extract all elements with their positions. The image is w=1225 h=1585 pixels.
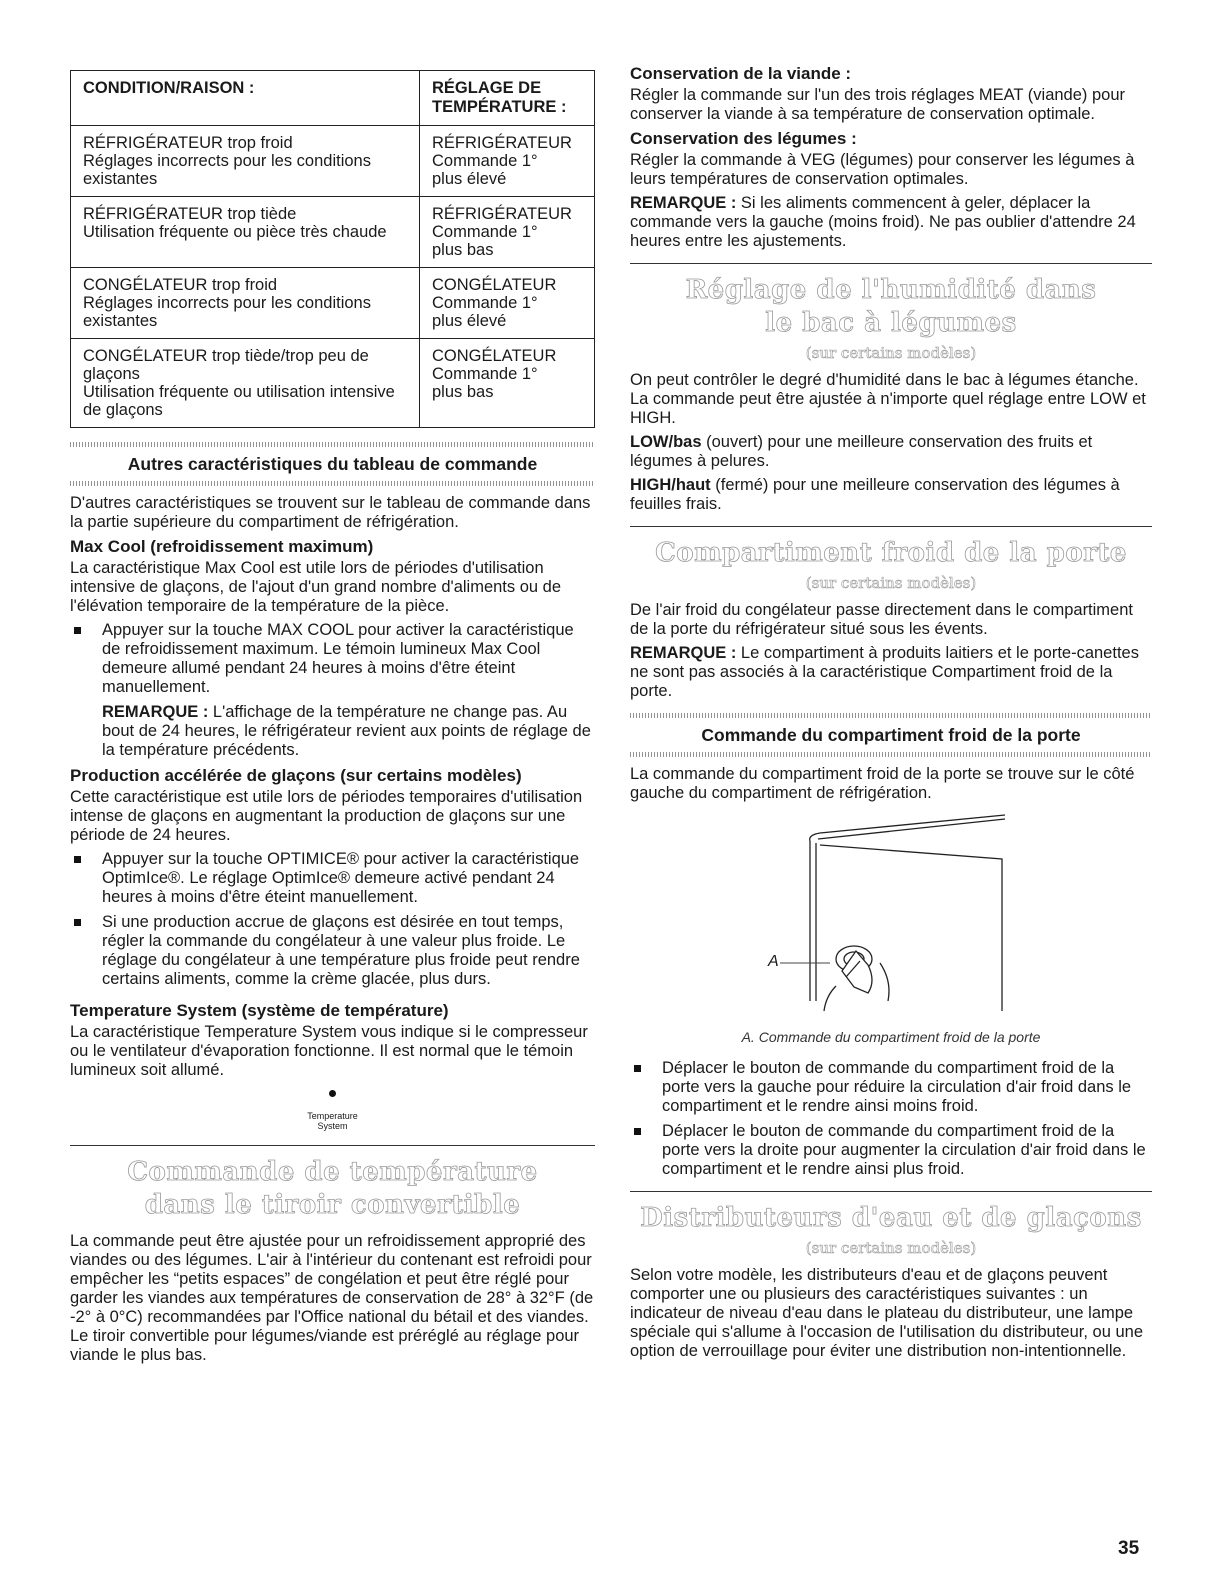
commande-list <box>630 1059 1152 1179</box>
section-rule <box>630 1191 1152 1192</box>
condition-line: RÉFRIGÉRATEUR trop tiède <box>83 205 297 223</box>
setting-line: Commande 1° <box>432 152 538 170</box>
maxcool-heading: Max Cool (refroidissement maximum) <box>70 537 374 556</box>
list-item: Déplacer le bouton de commande du compartiment froid de la porte vers la droite pour augmenter la circulation d'air froid dans le compartiment et le rendre ainsi plus froid. <box>630 1122 1152 1179</box>
left-column <box>70 70 595 1370</box>
autres-heading: Autres caractéristiques du tableau de commande <box>127 454 538 474</box>
temperature-system-heading: Temperature System (système de température) <box>70 1001 449 1020</box>
remarque-text: Le compartiment à produits laitiers et le porte-canettes ne sont pas associés à la caractéristique Compartiment froid de la porte. <box>630 644 1139 700</box>
section-rule <box>630 263 1152 264</box>
list-item: Si une production accrue de glaçons est désirée en tout temps, régler la commande du congélateur à une valeur plus froide. Le réglage du congélateur à une température plus froide peut rendre certains aliments, comme la crème glacée, plus durs. <box>70 913 595 989</box>
indicator-label: System <box>317 1121 348 1131</box>
setting-line: CONGÉLATEUR <box>432 276 557 294</box>
humidite-section-title: Réglage de l'humidité dans le bac à légumes <box>685 275 1097 338</box>
remarque-text: Si les aliments commencent à geler, déplacer la commande vers la gauche (moins froid). Ne pas oublier d'attendre 24 heures entre les ajustements. <box>630 194 1136 250</box>
note-label: REMARQUE : <box>102 703 209 721</box>
production-paragraph: Cette caractéristique est utile lors de périodes temporaires d'utilisation intense de glaçons en augmentant la production de glaçons sur une période de 24 heures. <box>70 788 583 844</box>
temperature-system-indicator <box>70 1090 595 1131</box>
dotted-rule <box>70 481 595 486</box>
temperature-system-paragraph: La caractéristique Temperature System vous indique si le compresseur ou le ventilateur d'évaporation fonctionne. Il est normal que le témoin lumineux soit allumé. <box>70 1023 588 1079</box>
humidite-subtitle: (sur certains modèles) <box>805 344 977 362</box>
list-item: Appuyer sur la touche OPTIMICE® pour activer la caractéristique OptimIce®. Le réglage OptimIce® demeure activé pendant 24 heures à moins d'être éteint manuellement. <box>70 850 595 907</box>
setting-line: plus élevé <box>432 312 507 330</box>
table-cell-condition <box>71 339 420 428</box>
section-rule <box>630 526 1152 527</box>
low-label: LOW/bas <box>630 433 702 451</box>
section-rule <box>70 1145 595 1146</box>
commande-heading-box <box>630 713 1152 757</box>
dotted-rule <box>70 442 595 447</box>
list-item: Appuyer sur la touche MAX COOL pour activer la caractéristique de refroidissement maximum. Le témoin lumineux Max Cool demeure allumé pendant 24 heures à moins d'être éteint manuellement. <box>70 621 595 697</box>
distributeurs-section-title: Distributeurs d'eau et de glaçons <box>640 1203 1142 1233</box>
table-row <box>71 197 595 268</box>
condition-line: RÉFRIGÉRATEUR trop froid <box>83 134 293 152</box>
indicator-label: Temperature <box>307 1111 358 1121</box>
commande-paragraph: La commande du compartiment froid de la porte se trouve sur le côté gauche du compartiment de réfrigération. <box>630 765 1135 802</box>
table-cell-setting <box>420 197 595 268</box>
table-header-condition: CONDITION/RAISON : <box>71 71 420 126</box>
remarque-label: REMARQUE : <box>630 194 737 212</box>
door-control-figure <box>630 811 1152 1026</box>
low-text: (ouvert) pour une meilleure conservation des fruits et légumes à pelures. <box>630 433 1093 470</box>
autres-heading-box <box>70 442 595 486</box>
production-heading: Production accélérée de glaçons (sur certains modèles) <box>70 766 522 785</box>
maxcool-paragraph: La caractéristique Max Cool est utile lors de périodes d'utilisation intensive de glaçons, de l'ajout d'un grand nombre d'aliments ou de l'élévation temporaire de la température de la pièce. <box>70 559 562 615</box>
table-cell-setting <box>420 268 595 339</box>
setting-line: plus bas <box>432 241 494 259</box>
right-column <box>630 64 1152 1366</box>
table-cell-setting <box>420 126 595 197</box>
table-row <box>71 339 595 428</box>
table-cell-condition <box>71 197 420 268</box>
setting-line: Commande 1° <box>432 365 538 383</box>
condition-line: Réglages incorrects pour les conditions existantes <box>83 294 371 330</box>
dotted-rule <box>630 752 1152 757</box>
table-cell-setting <box>420 339 595 428</box>
setting-line: plus élevé <box>432 170 507 188</box>
commande-heading: Commande du compartiment froid de la porte <box>701 725 1081 745</box>
porte-section-title: Compartiment froid de la porte <box>655 538 1127 568</box>
autres-paragraph: D'autres caractéristiques se trouvent sur le tableau de commande dans la partie supérieure du compartiment de réfrigération. <box>70 494 591 531</box>
high-text: (fermé) pour une meilleure conservation des légumes à feuilles frais. <box>630 476 1120 513</box>
setting-line: RÉFRIGÉRATEUR <box>432 205 572 223</box>
indicator-light-icon <box>329 1090 336 1097</box>
setting-line: Commande 1° <box>432 223 538 241</box>
production-list <box>70 850 595 989</box>
setting-line: CONGÉLATEUR <box>432 347 557 365</box>
table-cell-condition <box>71 268 420 339</box>
maxcool-note <box>70 703 595 760</box>
temperature-adjustment-table <box>70 70 595 428</box>
porte-subtitle: (sur certains modèles) <box>805 574 977 592</box>
legumes-paragraph: Régler la commande à VEG (légumes) pour conserver les légumes à leurs températures de conservation optimales. <box>630 151 1135 188</box>
tiroir-paragraph: La commande peut être ajustée pour un refroidissement approprié des viandes ou des légumes. L'air à l'intérieur du contenant est refroidi pour empêcher les “petits espaces” de congélation et peut être réglé pour garder les viandes aux températures de conservation de 28° à 32°F (de -2° à 0°C) recommandées par l'Office national du bétail et des viandes. Le tiroir convertible pour légumes/viande est préréglé au réglage pour viande le plus bas. <box>70 1232 594 1364</box>
note-text: L'affichage de la température ne change pas. Au bout de 24 heures, le réfrigérateur revient aux points de réglage de la température précédents. <box>102 703 591 759</box>
table-row <box>71 126 595 197</box>
maxcool-list <box>70 621 595 697</box>
condition-line: Réglages incorrects pour les conditions existantes <box>83 152 371 188</box>
condition-line: Utilisation fréquente ou pièce très chaude <box>83 223 387 241</box>
condition-line: Utilisation fréquente ou utilisation intensive de glaçons <box>83 383 395 419</box>
door-control-illustration <box>630 811 1152 1026</box>
table-header-setting-text: RÉGLAGE DE TEMPÉRATURE : <box>432 79 567 116</box>
remarque-paragraph <box>630 194 1152 251</box>
figure-caption: A. Commande du compartiment froid de la porte <box>741 1029 1041 1045</box>
remarque-label: REMARQUE : <box>630 644 737 662</box>
setting-line: RÉFRIGÉRATEUR <box>432 134 572 152</box>
dotted-rule <box>630 713 1152 718</box>
distributeurs-subtitle: (sur certains modèles) <box>805 1239 977 1257</box>
page-number: 35 <box>1118 1538 1140 1559</box>
legumes-heading: Conservation des légumes : <box>630 129 857 148</box>
low-paragraph <box>630 433 1152 471</box>
condition-line: CONGÉLATEUR trop froid <box>83 276 278 294</box>
table-cell-condition <box>71 126 420 197</box>
humidite-paragraph: On peut contrôler le degré d'humidité dans le bac à légumes étanche. La commande peut être ajustée à n'importe quel réglage entre LOW et HIGH. <box>630 371 1146 427</box>
list-item: Déplacer le bouton de commande du compartiment froid de la porte vers la gauche pour réduire la circulation d'air froid dans le compartiment et le rendre ainsi moins froid. <box>630 1059 1152 1116</box>
high-paragraph <box>630 476 1152 514</box>
porte-remarque-paragraph <box>630 644 1152 701</box>
table-header-setting <box>420 71 595 126</box>
table-header-row <box>71 71 595 126</box>
condition-line: CONGÉLATEUR trop tiède/trop peu de glaçons <box>83 347 369 383</box>
setting-line: plus bas <box>432 383 494 401</box>
viande-heading: Conservation de la viande : <box>630 64 852 83</box>
viande-paragraph: Régler la commande sur l'un des trois réglages MEAT (viande) pour conserver la viande à sa température de conservation optimale. <box>630 86 1126 123</box>
high-label: HIGH/haut <box>630 476 711 494</box>
figure-callout-a: A <box>768 953 779 970</box>
table-row <box>71 268 595 339</box>
tiroir-section-title: Commande de température dans le tiroir convertible <box>127 1157 538 1220</box>
setting-line: Commande 1° <box>432 294 538 312</box>
porte-paragraph: De l'air froid du congélateur passe directement dans le compartiment de la porte du réfrigérateur situé sous les évents. <box>630 601 1133 638</box>
distributeurs-paragraph: Selon votre modèle, les distributeurs d'eau et de glaçons peuvent comporter une ou plusieurs des caractéristiques suivantes : un indicateur de niveau d'eau dans le plateau du distributeur, une lampe spéciale qui s'allume à l'occasion de l'utilisation du distributeur, ou une option de verrouillage pour éviter une distribution non-intentionnelle. <box>630 1266 1144 1360</box>
